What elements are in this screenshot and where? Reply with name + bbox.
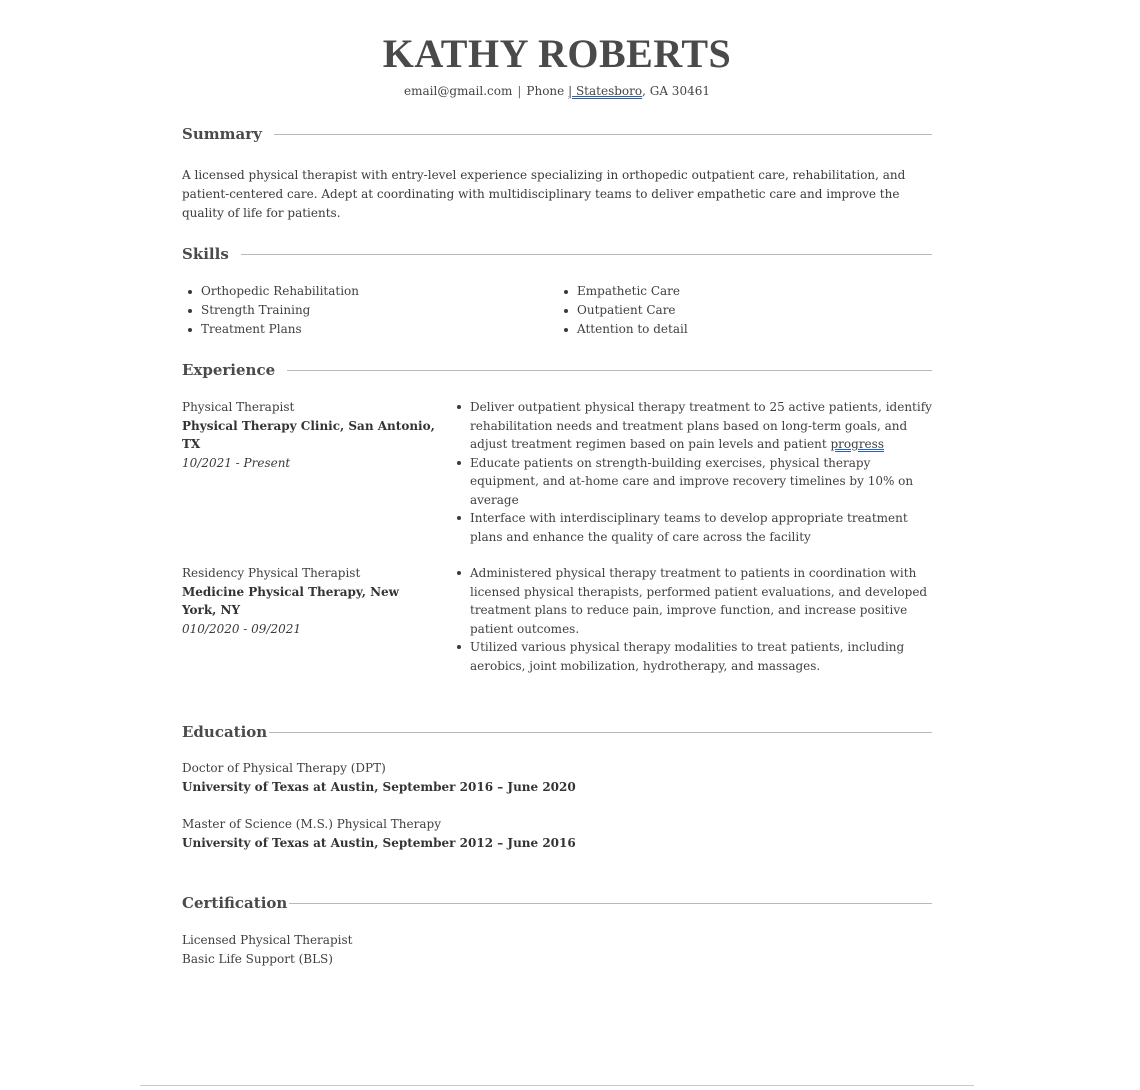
section-divider	[274, 134, 932, 135]
job-dates: 10/2021 - Present	[182, 455, 291, 470]
education-title: Education	[182, 723, 268, 741]
education-entry	[182, 759, 782, 797]
contact-separator: |	[517, 84, 522, 98]
job-employer: Physical Therapy Clinic, San Antonio, TX	[182, 418, 435, 451]
skill-label: Orthopedic Rehabilitation	[201, 284, 359, 298]
bullet-text: Administered physical therapy treatment to patients in coordination with licensed physical therapists, performed patient evaluations, and developed treatment plans to reduce pain, improve function, and increase positive patient outcomes.	[470, 566, 928, 636]
bullet-text: Deliver outpatient physical therapy treatment to 25 active patients, identify rehabilitation needs and treatment plans based on long-term goals, and adjust treatment regimen based on pain levels and patient	[470, 400, 932, 451]
bullet-dot	[564, 309, 568, 313]
job-bullets	[454, 564, 934, 675]
section-divider	[269, 732, 932, 733]
job-role: Physical Therapist	[182, 400, 295, 414]
job-bullet	[454, 398, 934, 454]
school-line: University of Texas at Austin, September 2016 – June 2020	[182, 780, 576, 794]
skill-item	[558, 282, 688, 301]
skill-label: Treatment Plans	[201, 322, 302, 336]
education-entry	[182, 815, 782, 853]
skill-label: Empathetic Care	[577, 284, 680, 298]
job-summary	[182, 398, 452, 472]
skill-item	[558, 320, 688, 339]
experience-section-header	[182, 359, 932, 381]
bullet-text-tail: progress	[830, 437, 884, 451]
bullet-dot	[457, 571, 461, 575]
job-dates: 010/2020 - 09/2021	[182, 621, 302, 636]
bullet-text: Interface with interdisciplinary teams to develop appropriate treatment plans and enhance the quality of care across the facility	[470, 511, 908, 544]
job-bullet	[454, 509, 934, 546]
skill-item	[182, 301, 359, 320]
bullet-text: Educate patients on strength-building exercises, physical therapy equipment, and at-home care and improve recovery timelines by 10% on average	[470, 455, 914, 507]
page-bottom-rule	[140, 1085, 974, 1086]
summary-text: A licensed physical therapist with entry-level experience specializing in orthopedic outpatient care, rehabilitation, and patient-centered care. Adept at coordinating with multidisciplinary teams to deliver empathetic care and improve the quality of life for patients.	[182, 168, 906, 220]
bullet-dot	[188, 328, 192, 332]
bullet-dot	[564, 290, 568, 294]
certification-item: Licensed Physical Therapist	[182, 933, 353, 947]
certification-title: Certification	[182, 894, 288, 912]
experience-title: Experience	[182, 361, 276, 379]
city-text: | Statesboro	[568, 84, 643, 98]
section-divider	[241, 254, 932, 255]
bullet-dot	[457, 645, 461, 649]
skills-title: Skills	[182, 245, 229, 263]
skills-section-header	[182, 243, 932, 265]
skill-label: Attention to detail	[577, 322, 688, 336]
certification-item: Basic Life Support (BLS)	[182, 952, 333, 966]
certification-section-header	[182, 892, 932, 914]
job-bullet	[454, 638, 934, 675]
contact-line	[182, 84, 932, 98]
phone-text: Phone	[526, 84, 565, 98]
job-bullets	[454, 398, 934, 546]
bullet-dot	[457, 405, 461, 409]
certification-list	[182, 931, 352, 969]
job-summary	[182, 564, 437, 638]
skill-item	[558, 301, 688, 320]
job-bullet	[454, 454, 934, 510]
education-section-header	[182, 721, 932, 743]
job-bullet	[454, 564, 934, 638]
skills-list-left	[182, 282, 359, 339]
degree-name: Doctor of Physical Therapy (DPT)	[182, 761, 386, 775]
bullet-text: Utilized various physical therapy modalities to treat patients, including aerobics, joint mobilization, hydrotherapy, and massages.	[470, 640, 905, 673]
email-text: email@gmail.com	[404, 84, 513, 98]
skill-item	[182, 282, 359, 301]
skill-label: Strength Training	[201, 303, 311, 317]
degree-name: Master of Science (M.S.) Physical Therapy	[182, 817, 441, 831]
school-line: University of Texas at Austin, September 2012 – June 2016	[182, 836, 576, 850]
skill-label: Outpatient Care	[577, 303, 676, 317]
job-employer: Medicine Physical Therapy, New York, NY	[182, 584, 400, 617]
skill-item	[182, 320, 359, 339]
summary-section-header	[182, 123, 932, 145]
section-divider	[287, 370, 932, 371]
bullet-dot	[188, 290, 192, 294]
bullet-dot	[457, 461, 461, 465]
skills-list-right	[558, 282, 688, 339]
summary-title: Summary	[182, 125, 262, 143]
state-zip-text: , GA 30461	[642, 84, 710, 98]
resume-name: KATHY ROBERTS	[382, 31, 732, 76]
job-role: Residency Physical Therapist	[182, 566, 361, 580]
bullet-dot	[188, 309, 192, 313]
bullet-dot	[564, 328, 568, 332]
section-divider	[289, 903, 932, 904]
bullet-dot	[457, 516, 461, 520]
